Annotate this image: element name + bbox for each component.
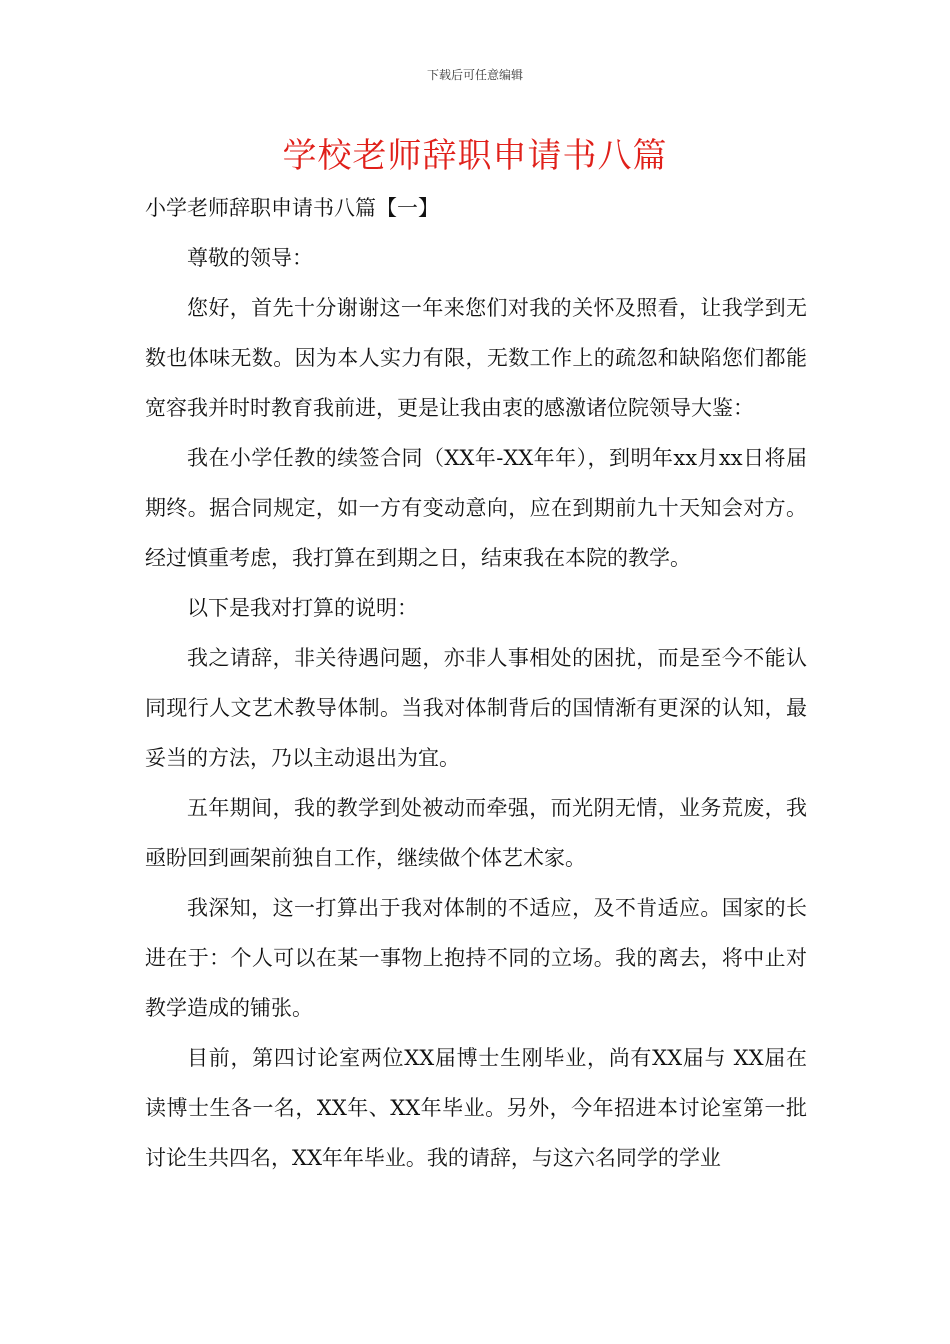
- body-paragraph: 目前，第四讨论室两位XX届博士生刚毕业，尚有XX届与 XX届在读博士生各一名，XX年、XX年毕业。另外，今年招进本讨论室第一批讨论生共四名，XX年年毕业。我的请辞，与这六名同学的学业: [145, 1046, 807, 1170]
- body-paragraph: 我之请辞，非关待遇问题，亦非人事相处的困扰，而是至今不能认同现行人文艺术教导体制。当我对体制背后的国情渐有更深的认知，最妥当的方法，乃以主动退出为宜。: [145, 646, 807, 770]
- body-paragraph: 我深知，这一打算出于我对体制的不适应，及不肯适应。国家的长进在于：个人可以在某一事物上抱持不同的立场。我的离去，将中止对教学造成的铺张。: [145, 896, 807, 1020]
- body-paragraph: 您好，首先十分谢谢这一年来您们对我的关怀及照看，让我学到无数也体味无数。因为本人实力有限，无数工作上的疏忽和缺陷您们都能宽容我并时时教育我前进，更是让我由衷的感激诸位院领导大鉴：: [145, 296, 807, 420]
- salutation-paragraph: 尊敬的领导：: [187, 246, 313, 270]
- body-paragraph: 我在小学任教的续签合同（XX年-XX年年），到明年xx月xx日将届期终。据合同规定，如一方有变动意向，应在到期前九十天知会对方。经过慎重考虑，我打算在到期之日，结束我在本院的教学。: [145, 446, 807, 570]
- document-title: 学校老师辞职申请书八篇: [282, 136, 668, 176]
- document-body: [145, 183, 807, 1183]
- body-paragraph: 五年期间，我的教学到处被动而牵强，而光阴无情，业务荒废，我亟盼回到画架前独自工作，继续做个体艺术家。: [145, 796, 807, 870]
- section-heading: 小学老师辞职申请书八篇【一】: [145, 196, 439, 220]
- body-paragraph: 以下是我对打算的说明：: [187, 596, 418, 620]
- page-header-note: 下载后可任意编辑: [426, 68, 523, 82]
